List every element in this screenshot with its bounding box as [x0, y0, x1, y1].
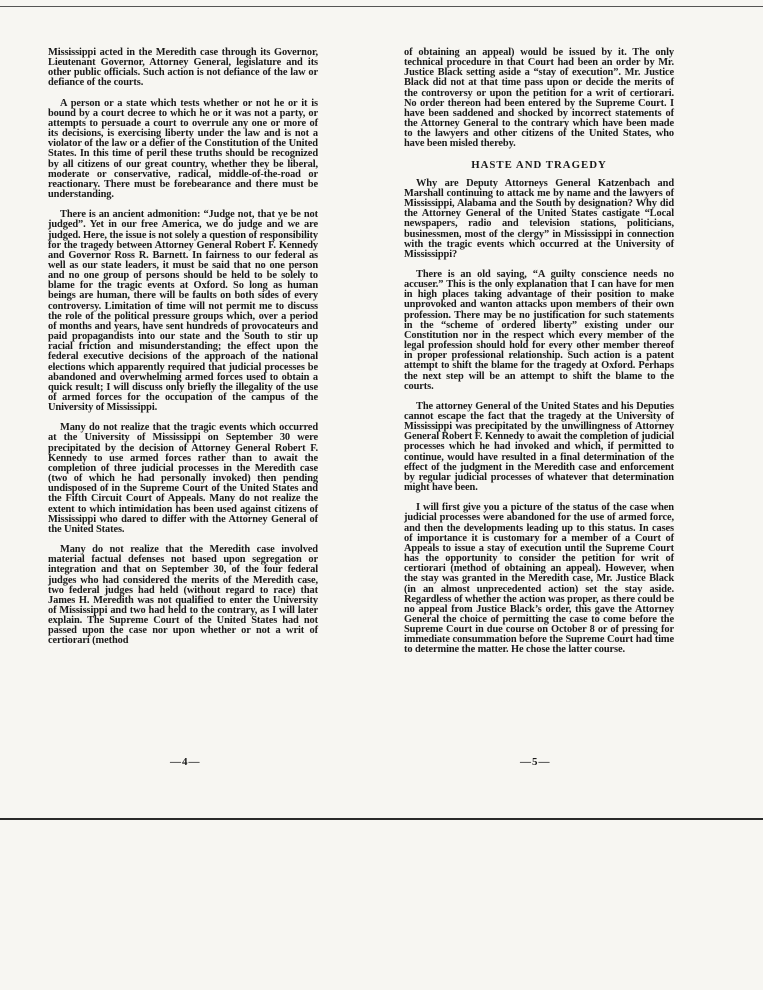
- paragraph: There is an old saying, “A guilty conscience needs no accuser.” This is the only explanation that I can have for men in high places taking advantage of their position to make unprovoked and wanton attacks upon members of their own profession. There may be no justification for such statements in the “scheme of ordered liberty” existing under our Constitution nor in the respect which every member of the legal profession should hold for every other member thereof in proper professional relationship. Such action is a patent attempt to shift the blame for the tragedy at Oxford. Perhaps the next step will be an attempt to shift the blame to the courts.: [404, 268, 674, 392]
- top-rule: [0, 6, 763, 7]
- paragraph: The attorney General of the United States and his Deputies cannot escape the fact that the tragedy at the University of Mississippi was precipitated by the unwillingness of Attorney General Robert F. Kennedy to await the completion of judicial processes which he had invoked and which, if permitted to continue, would have resulted in a final determination of the effect of the judgment in the Meredith case and enforcement by regular judicial processes of whatever that determination might have been.: [404, 400, 674, 494]
- paragraph: Many do not realize that the tragic events which occurred at the University of Mississippi on September 30 were precipitated by the decision of Attorney General Robert F. Kennedy to use armed forces rather than to await the completion of three judicial processes in the Meredith case (two of which he had personally invoked) then pending undisposed of in the Supreme Court of the United States and the Fifth Circuit Court of Appeals. Many do not realize the extent to which intimidation has been used against citizens of Mississippi who dared to differ with the Attorney General of the United States.: [48, 422, 318, 535]
- paragraph: There is an ancient admonition: “Judge not, that ye be not judged”. Yet in our free America, we do judge and we are judged. Here, the issue is not solely a question of responsibility for the tragedy between Attorney General Robert F. Kennedy and Governor Ross R. Barnett. In fairness to our federal as well as our state leaders, it must be said that no one person and no one group of persons should be held to be solely to blame for the tragic events at Oxford. So long as human beings are human, there will be faults on both sides of every controversy. Limitation of time will not permit me to discuss the role of the political pressure groups which, over a period of months and years, have sent hundreds of provocateurs and paid propagandists into our state and the South to stir up racial friction and misunderstanding; the effect upon the federal executive decisions of the approach of the national elections which apparently required that judicial processes be abandoned and overwhelming armed forces used to obtain a quick result; I will discuss only briefly the illegality of the use of armed forces for the occupation of the campus of the University of Mississippi.: [48, 209, 318, 414]
- paragraph: Mississippi acted in the Meredith case through its Governor, Lieutenant Governor, Attorney General, legislature and its other public officials. Such action is not defiance of the law or defiance of the courts.: [48, 47, 318, 89]
- page-number-right: —5—: [520, 756, 551, 768]
- paragraph: of obtaining an appeal) would be issued by it. The only technical procedure in that Court had been an order by Mr. Justice Black setting aside a “stay of execution”. Mr. Justice Black did not at that time pass upon or decide the merits of the controversy or upon the petition for a writ of certiorari. No order thereon had been entered by the Supreme Court. I have been saddened and shocked by incorrect statements of the Attorney General to the contrary which have been made to the lawyers and other citizens of the United States, who have been misled thereby.: [404, 47, 674, 150]
- paragraph: Many do not realize that the Meredith case involved material factual defenses not based upon segregation or integration and that on September 30, of the four federal judges who had considered the merits of the Meredith case, two federal judges had held (without regard to race) that James H. Meredith was not qualified to enter the University of Mississippi and two had held to the contrary, as I will later explain. The Supreme Court of the United States had not passed upon the case nor upon whether or not a writ of certiorari (method: [48, 544, 318, 647]
- bottom-rule: [0, 818, 763, 820]
- paragraph: A person or a state which tests whether or not he or it is bound by a court decree to which he or it was not a party, or attempts to persuade a court to overrule any one or more of its decisions, is exercising liberty under the law and is not a violator of the law or a defier of the Constitution of the United States. In this time of peril these truths should be recognized by all citizens of our great country, whether they be liberal, moderate or conservative, radical, middle-of-the-road or reactionary. There must be forebearance and there must be understanding.: [48, 97, 318, 201]
- section-heading: HASTE AND TRAGEDY: [471, 158, 607, 171]
- paragraph: I will first give you a picture of the status of the case when judicial processes were abandoned for the use of armed force, and then the developments leading up to this status. In cases of importance it is customary for a member of a Court of Appeals to issue a stay of execution until the Supreme Court has the opportunity to consider the petition for writ of certiorari (method of obtaining an appeal). However, when the stay was granted in the Meredith case, Mr. Justice Black (in an almost unprecedented action) set the stay aside. Regardless of whether the action was proper, as there could be no appeal from Justice Black’s order, this gave the Attorney General the choice of permitting the case to come before the Supreme Court in due course on October 8 or of pressing for immediate consummation before the Supreme Court had time to determine the matter. He chose the latter course.: [404, 502, 674, 656]
- right-column: [404, 48, 674, 666]
- page-number-left: —4—: [170, 756, 201, 768]
- left-column: [48, 48, 318, 657]
- paragraph: Why are Deputy Attorneys General Katzenbach and Marshall continuing to attack me by name and the lawyers of Mississippi, Alabama and the South by designation? Why did the Attorney General of the United States castigate “Local newspapers, radio and television stations, politicians, businessmen, most of the clergy” in Mississippi in connection with the tragic events which occurred at the University of Mississippi?: [404, 177, 674, 260]
